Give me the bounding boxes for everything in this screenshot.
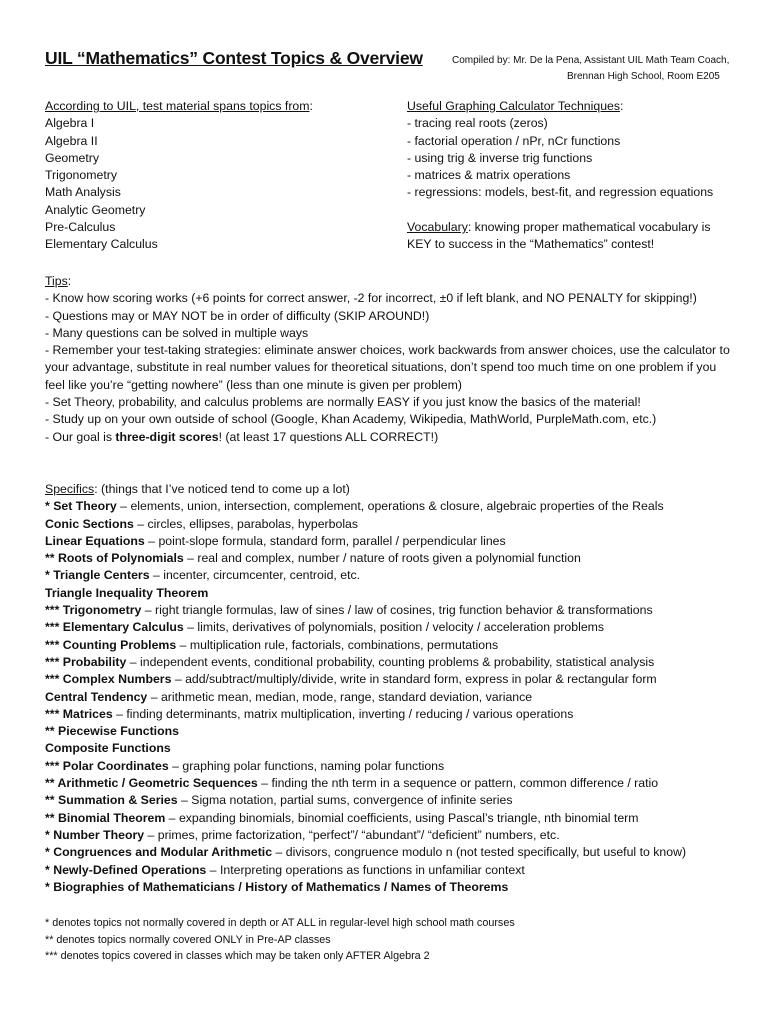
tip-item: - Know how scoring works (+6 points for correct answer, -2 for incorrect, ±0 if left blank, and NO PENALTY for skipping!): [45, 291, 697, 306]
tip-item: - Remember your test-taking strategies: eliminate answer choices, work backwards from answer choices, use the calculator to your advantage, substitute in real number values for theoretical situations, don’t spend too much time on one problem if you feel like you’re “getting nowhere” (less than one minute is given per problem): [45, 343, 730, 392]
compiled-by: [452, 53, 729, 85]
specific-topic-name: * Newly-Defined Operations: [45, 862, 207, 877]
specific-topic: [45, 533, 745, 550]
specific-topic-detail: – expanding binomials, binomial coefficients, using Pascal’s triangle, nth binomial term: [165, 810, 639, 825]
footnote: *** denotes topics covered in classes which may be taken only AFTER Algebra 2: [45, 950, 430, 962]
topic-item: Pre-Calculus: [45, 220, 116, 235]
specific-topic: [45, 619, 745, 636]
specific-topic-detail: – arithmetic mean, median, mode, range, standard deviation, variance: [147, 689, 533, 704]
specific-topic-detail: – Interpreting operations as functions in unfamiliar context: [206, 862, 525, 877]
calculator-item: - matrices & matrix operations: [407, 168, 571, 183]
specific-topic-detail: – finding determinants, matrix multiplication, inverting / reducing / various operations: [112, 706, 574, 721]
specific-topic-name: *** Matrices: [45, 706, 113, 721]
specific-topic-name: * Set Theory: [45, 499, 117, 514]
tips-heading: Tips:: [45, 274, 72, 288]
specific-topic: [45, 602, 745, 619]
specific-topic-detail: – finding the nth term in a sequence or pattern, common difference / ratio: [257, 776, 659, 791]
specific-topic-name: ** Binomial Theorem: [45, 810, 166, 825]
specific-topic-detail: – real and complex, number / nature of roots given a polynomial function: [183, 551, 581, 566]
tip-goal: - Our goal is three-digit scores! (at least 17 questions ALL CORRECT!): [45, 429, 439, 444]
specific-topic: [45, 550, 745, 567]
calculator-item: - using trig & inverse trig functions: [407, 150, 593, 165]
specific-topic-name: *** Trigonometry: [45, 603, 142, 618]
topic-item: Elementary Calculus: [45, 237, 158, 252]
specific-topic: [45, 585, 745, 602]
topic-item: Trigonometry: [45, 168, 117, 183]
specific-topic: [45, 654, 745, 671]
specific-topic-detail: – primes, prime factorization, “perfect”/ “abundant”/ “deficient” numbers, etc.: [144, 827, 560, 842]
calculator-item: - tracing real roots (zeros): [407, 116, 548, 131]
vocabulary-line-1: Vocabulary: knowing proper mathematical vocabulary is: [407, 220, 711, 235]
specific-topic-detail: – add/subtract/multiply/divide, write in standard form, express in polar & rectangular form: [171, 672, 657, 687]
compiled-line-1: Compiled by: Mr. De la Pena, Assistant UIL Math Team Coach,: [452, 55, 730, 66]
specific-topic-detail: – limits, derivatives of polynomials, position / velocity / acceleration problems: [183, 620, 605, 635]
specific-topic: [45, 637, 745, 654]
specific-topic-detail: – multiplication rule, factorials, combinations, permutations: [176, 637, 499, 652]
calculator-section: [407, 98, 713, 254]
specific-topic: [45, 879, 745, 896]
tip-item: - Study up on your own outside of school (Google, Khan Academy, Wikipedia, MathWorld, PurpleMath.com, etc.): [45, 412, 657, 427]
topic-item: Math Analysis: [45, 185, 121, 200]
specific-topic-detail: – Sigma notation, partial sums, convergence of infinite series: [177, 793, 513, 808]
specific-topic-detail: – graphing polar functions, naming polar functions: [168, 758, 445, 773]
specific-topic-name: Triangle Inequality Theorem: [45, 585, 209, 600]
specific-topic-detail: – independent events, conditional probability, counting problems & probability, statistical analysis: [126, 654, 655, 669]
specific-topic-name: Central Tendency: [45, 689, 148, 704]
specific-topic: [45, 844, 745, 861]
topic-item: Algebra I: [45, 116, 95, 131]
specifics-section: [45, 481, 745, 896]
specific-topic: [45, 792, 745, 809]
footnote: * denotes topics not normally covered in depth or AT ALL in regular-level high school math courses: [45, 917, 515, 929]
specifics-heading: Specifics: (things that I’ve noticed tend to come up a lot): [45, 482, 350, 496]
specific-topic-name: ** Summation & Series: [45, 793, 178, 808]
specific-topic-name: * Biographies of Mathematicians / History of Mathematics / Names of Theorems: [45, 879, 509, 894]
specific-topic-detail: – circles, ellipses, parabolas, hyperbolas: [133, 516, 359, 531]
tip-item: - Questions may or MAY NOT be in order of difficulty (SKIP AROUND!): [45, 308, 430, 323]
compiled-line-2: Brennan High School, Room E205: [567, 71, 720, 82]
topic-item: Geometry: [45, 150, 99, 165]
specific-topic: [45, 567, 745, 584]
specific-topic: [45, 775, 745, 792]
specific-topic-name: * Triangle Centers: [45, 568, 150, 583]
footnotes: [45, 915, 515, 965]
specific-topic-name: *** Counting Problems: [45, 637, 177, 652]
topics-section: [45, 98, 313, 254]
calculator-item: - regressions: models, best-fit, and regression equations: [407, 185, 714, 200]
specific-topic: [45, 740, 745, 757]
specific-topic: [45, 498, 745, 515]
specific-topic-name: *** Elementary Calculus: [45, 620, 184, 635]
specific-topic-name: Linear Equations: [45, 533, 145, 548]
specific-topic: [45, 810, 745, 827]
calculator-heading: Useful Graphing Calculator Techniques:: [407, 99, 624, 113]
specific-topic-detail: – incenter, circumcenter, centroid, etc.: [149, 568, 361, 583]
calculator-item: - factorial operation / nPr, nCr functions: [407, 133, 621, 148]
specific-topic: [45, 689, 745, 706]
topics-heading: According to UIL, test material spans topics from:: [45, 99, 313, 113]
footnote: ** denotes topics normally covered ONLY in Pre-AP classes: [45, 933, 331, 946]
specific-topic: [45, 862, 745, 879]
specific-topic-name: *** Polar Coordinates: [45, 758, 169, 773]
specific-topic-name: * Congruences and Modular Arithmetic: [45, 845, 273, 860]
specific-topic-name: Composite Functions: [45, 741, 171, 756]
specific-topic: [45, 706, 745, 723]
topic-item: Analytic Geometry: [45, 202, 146, 217]
specific-topic-detail: – right triangle formulas, law of sines / law of cosines, trig function behavior & transformations: [141, 603, 653, 618]
vocabulary-line-2: KEY to success in the “Mathematics” contest!: [407, 237, 655, 252]
specific-topic: [45, 758, 745, 775]
specific-topic: [45, 516, 745, 533]
specific-topic-name: Conic Sections: [45, 516, 134, 531]
specific-topic: [45, 671, 745, 688]
specific-topic: [45, 827, 745, 844]
tip-item: - Many questions can be solved in multiple ways: [45, 325, 309, 340]
tips-section: [45, 273, 735, 446]
tip-item: - Set Theory, probability, and calculus problems are normally EASY if you just know the basics of the material!: [45, 395, 641, 410]
specific-topic-detail: – point-slope formula, standard form, parallel / perpendicular lines: [144, 533, 506, 548]
specific-topic-detail: – elements, union, intersection, complement, operations & closure, algebraic properties of the Reals: [116, 499, 664, 514]
topic-item: Algebra II: [45, 133, 98, 148]
specifics-list: [45, 498, 745, 896]
specific-topic-detail: – divisors, congruence modulo n (not tested specifically, but useful to know): [272, 845, 687, 860]
page-title: UIL “Mathematics” Contest Topics & Overview: [45, 48, 423, 68]
specific-topic-name: *** Probability: [45, 654, 127, 669]
specific-topic: [45, 723, 745, 740]
specific-topic-name: ** Roots of Polynomials: [45, 551, 184, 566]
specific-topic-name: ** Arithmetic / Geometric Sequences: [45, 776, 258, 791]
specific-topic-name: *** Complex Numbers: [45, 672, 172, 687]
specific-topic-name: ** Piecewise Functions: [45, 724, 179, 739]
specific-topic-name: * Number Theory: [45, 827, 145, 842]
